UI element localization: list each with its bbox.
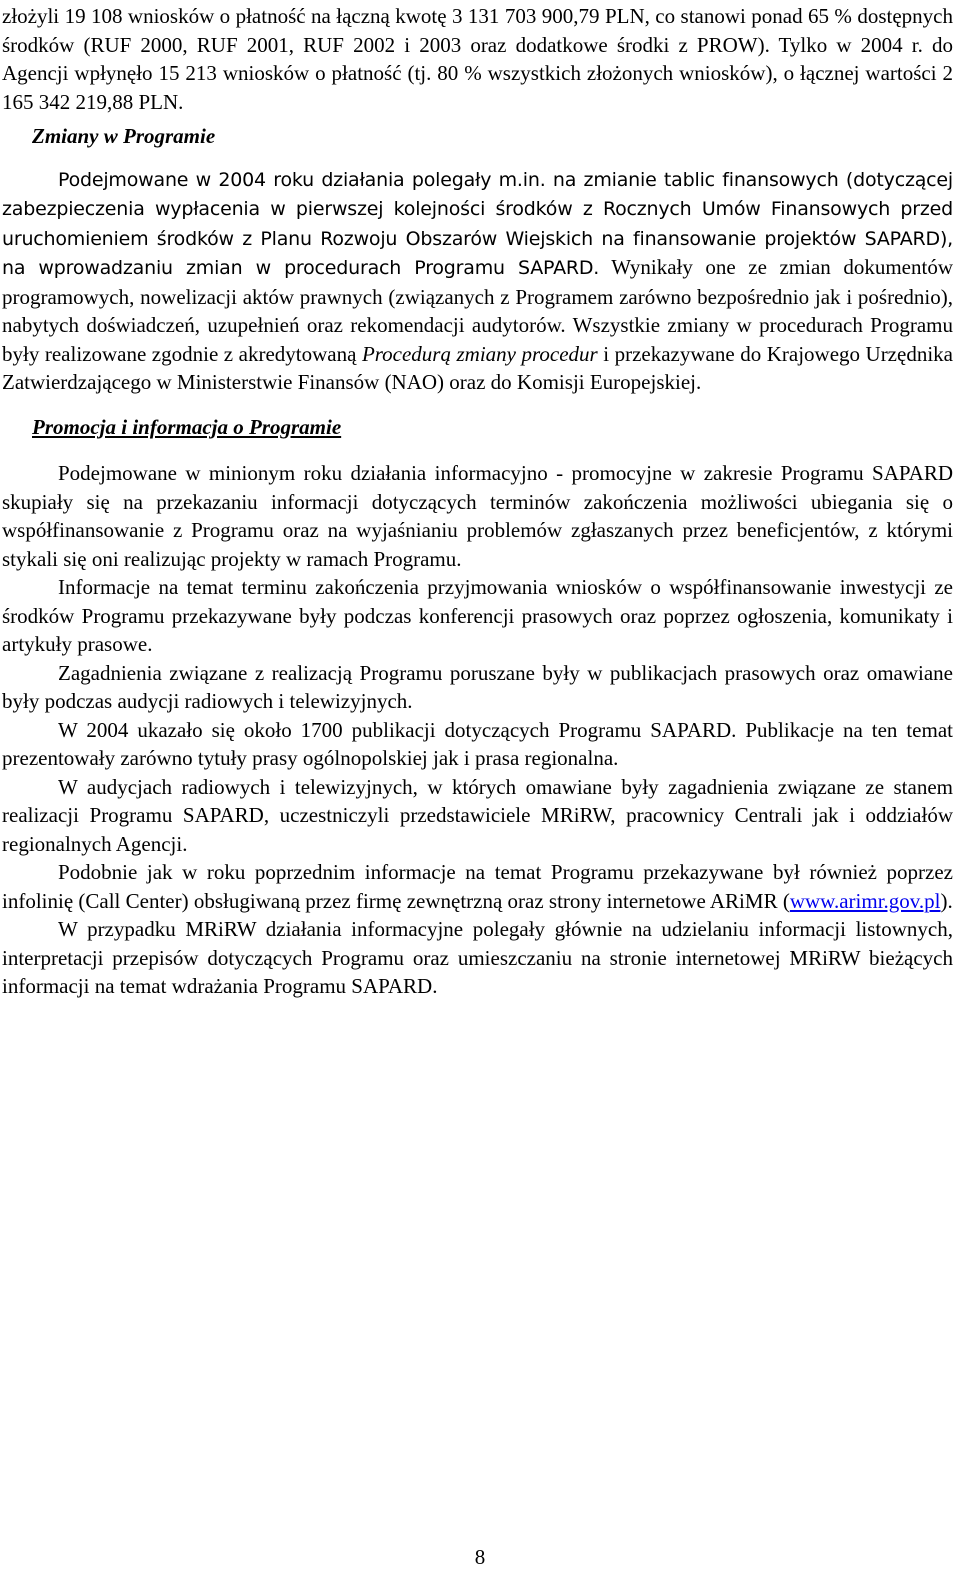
changes-paragraph [2, 165, 953, 397]
section-heading-changes: Zmiany w Programie [32, 124, 216, 148]
promotion-paragraph-4: W 2004 ukazało się około 1700 publikacji dotyczących Programu SAPARD. Publikacje na ten temat prezentowały zarówno tytuły prasy ogólnopolskiej jak i prasa regionalna. [2, 717, 953, 770]
promotion-paragraph-1: Podejmowane w minionym roku działania informacyjno - promocyjne w zakresie Programu SAPARD skupiały się na przekazaniu informacji dotyczących terminów zakończenia możliwości ubiegania się o współfinansowanie z Programu oraz na wyjaśnianiu problemów zgłaszanych przez beneficjentów, z którymi stykali się oni realizując projekty w ramach Programu. [2, 461, 953, 571]
infoline-text: Podobnie jak w roku poprzednim informacje na temat Programu przekazywane był również poprzez infolinię (Call Center) obsługiwaną przez firmę zewnętrzną oraz strony internetowe ARiMR ( [2, 860, 953, 913]
procedure-name-emphasis: Procedurą zmiany procedur [361, 341, 598, 366]
changes-paragraph-part1: Podejmowane w 2004 roku działania polegały m.in. na zmianie tablic finansowych (dotyczącej zabezpieczenia wypłacenia w pierwszej kolejności środków z Rocznych Umów Finansowych przed uruchomieniem środków z Planu Rozwoju Obszarów Wiejskich na finansowanie projektów SAPARD), na wprowadzaniu zmian w procedurach Programu SAPARD. [2, 168, 953, 279]
document-content [2, 2, 953, 1001]
final-paragraph: W przypadku MRiRW działania informacyjne polegały głównie na udzielaniu informacji listownych, interpretacji przepisów dotyczących Programu oraz umieszczaniu na stronie internetowej MRiRW bieżących informacji na temat wdrażania Programu SAPARD. [2, 917, 953, 998]
changes-paragraph-part3: i przekazywane do Krajowego Urzędnika Zatwierdzającego w Ministerstwie Finansów (NAO) oraz do Komisji Europejskiej. [2, 341, 953, 394]
section-heading-promotion: Promocja i informacja o Programie [32, 414, 342, 439]
changes-paragraph-part2: Wynikały one ze zmian dokumentów programowych, nowelizacji aktów prawnych (związanych z Programem zarówno bezpośrednio jak i pośrednio), nabytych doświadczeń, uzupełnień oraz rekomendacji audytorów. Wszystkie zmiany w procedurach Programu były realizowane zgodnie z akredytowaną [2, 255, 953, 366]
infoline-text-end: ). [940, 888, 953, 913]
page-number: 8 [474, 1545, 486, 1569]
promotion-paragraph-2: Informacje na temat terminu zakończenia przyjmowania wniosków o współfinansowanie inwestycji ze środków Programu przekazywane były podczas konferencji prasowych oraz poprzez ogłoszenia, komunikaty i artykuły prasowe. [2, 575, 953, 656]
infoline-paragraph [2, 858, 953, 915]
promotion-paragraph-5: W audycjach radiowych i telewizyjnych, w których omawiane były zagadnienia związane ze stanem realizacji Programu SAPARD, uczestniczyli przedstawiciele MRiRW, pracownicy Centrali jak i oddziałów regionalnych Agencji. [2, 774, 953, 856]
promotion-paragraph-3: Zagadnienia związane z realizacją Programu poruszane były w publikacjach prasowych oraz omawiane były podczas audycji radiowych i telewizyjnych. [2, 660, 953, 713]
arimr-website-link[interactable]: www.arimr.gov.pl [789, 888, 941, 913]
intro-paragraph: złożyli 19 108 wniosków o płatność na łączną kwotę 3 131 703 900,79 PLN, co stanowi ponad 65 % dostępnych środków (RUF 2000, RUF 2001, RUF 2002 i 2003 oraz dodatkowe środki z PROW). Tylko w 2004 r. do Agencji wpłynęło 15 213 wniosków o płatność (tj. 80 % wszystkich złożonych wniosków), o łącznej wartości 2 165 342 219,88 PLN. [2, 4, 953, 114]
